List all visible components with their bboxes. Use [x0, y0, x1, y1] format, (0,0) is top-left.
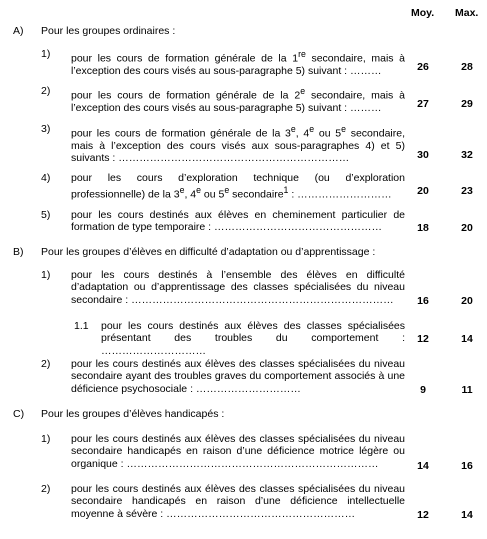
item-label: 2)	[41, 85, 51, 97]
max-value: 14	[461, 333, 473, 345]
moy-value: 30	[417, 149, 429, 161]
max-value: 28	[461, 61, 473, 73]
item-text: pour les cours de formation générale de la 2e secondaire, mais à l’exception des cours visés au sous-paragraphe 5) suivant : ………	[71, 86, 406, 114]
max-value: 20	[461, 295, 473, 307]
moy-value: 14	[417, 460, 429, 472]
moy-value: 12	[417, 333, 429, 345]
moy-value: 27	[417, 98, 429, 110]
max-value: 16	[461, 460, 473, 472]
max-value: 32	[461, 149, 473, 161]
moy-value: 26	[417, 61, 429, 73]
max-value: 14	[461, 509, 473, 521]
item-text: pour les cours destinés aux élèves des classes spécialisées présentant des troubles du comportement : …………………………	[101, 320, 405, 357]
item-text: pour les cours destinés aux élèves des classes spécialisées du niveau secondaire handicapés en raison d’une déficience intellectuelle moyenne à sévère : ………………………………………………	[71, 483, 405, 520]
section-letter: A)	[13, 25, 24, 37]
section-title: Pour les groupes d’élèves handicapés :	[41, 408, 225, 420]
item-label: 5)	[41, 209, 51, 221]
max-value: 23	[461, 185, 473, 197]
item-label: 2)	[41, 483, 51, 495]
item-label: 1)	[41, 433, 51, 445]
section-letter: B)	[13, 246, 24, 258]
moy-value: 16	[417, 295, 429, 307]
item-label: 4)	[41, 172, 51, 184]
header-moy: Moy.	[411, 7, 435, 19]
max-value: 20	[461, 222, 473, 234]
item-label: 1)	[41, 269, 51, 281]
item-text: pour les cours destinés aux élèves des classes spécialisées du niveau secondaire ayant des troubles graves du comportement associés à une déficience psychosociale : …………………………	[71, 358, 405, 395]
item-text: pour les cours destinés aux élèves en cheminement particulier de formation de type temporaire : …………………………………………	[71, 209, 405, 234]
item-label: 2)	[41, 358, 51, 370]
moy-value: 18	[417, 222, 429, 234]
section-letter: C)	[13, 408, 25, 420]
moy-value: 20	[417, 185, 429, 197]
item-label: 1)	[41, 48, 51, 60]
item-text: pour les cours de formation générale de la 3e, 4e ou 5e secondaire, mais à l’exception des cours visés aux sous-paragraphes 4) et 5) suivants : …………………………………………………………	[71, 124, 405, 165]
max-value: 11	[461, 384, 473, 396]
item-text: pour les cours d’exploration technique (ou d’exploration professionnelle) de la 3e, 4e ou 5e secondaire$^1$ : ………………………	[71, 172, 405, 201]
item-text: pour les cours destinés à l’ensemble des élèves en difficulté d’adaptation ou d’apprentissage des classes spécialisées du niveau secondaire : …………………………………………………………………	[71, 269, 405, 306]
item-text: pour les cours de formation générale de la 1re secondaire, mais à l’exception des cours visés au sous-paragraphe 5) suivant : ………	[71, 49, 405, 77]
max-value: 29	[461, 98, 473, 110]
item-text: pour les cours destinés aux élèves des classes spécialisées du niveau secondaire handicapés en raison d’une déficience motrice légère ou organique : ………………………………………………………………	[71, 433, 405, 470]
item-label: 1.1	[74, 320, 89, 332]
section-title: Pour les groupes d’élèves en difficulté d’adaptation ou d’apprentissage :	[41, 246, 376, 258]
item-label: 3)	[41, 123, 51, 135]
section-title: Pour les groupes ordinaires :	[41, 25, 176, 37]
moy-value: 12	[417, 509, 429, 521]
header-max: Max.	[455, 7, 479, 19]
moy-value: 9	[420, 384, 426, 396]
